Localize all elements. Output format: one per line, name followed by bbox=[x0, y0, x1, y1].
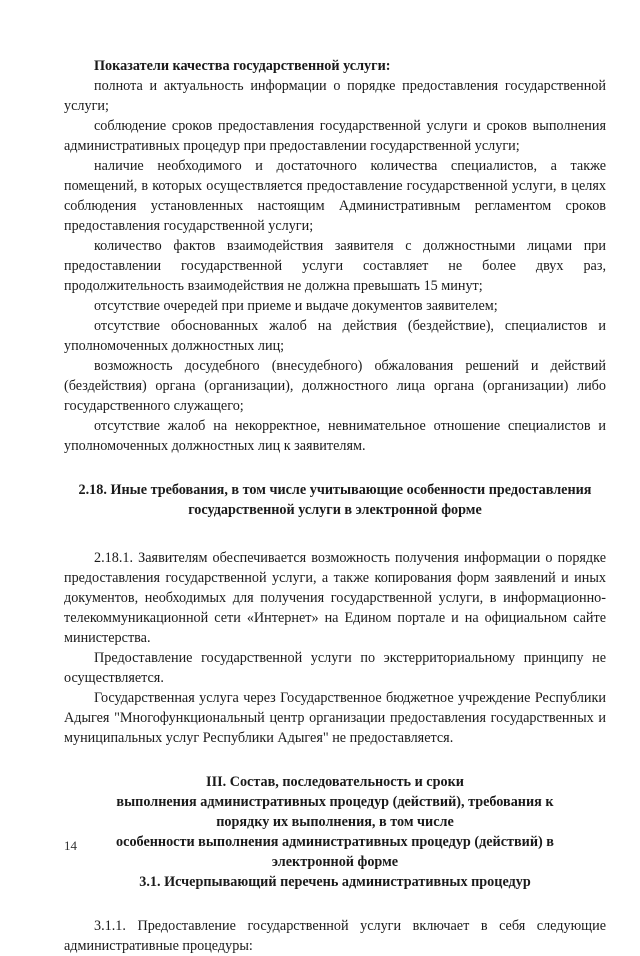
quality-item: отсутствие очередей при приеме и выдаче документов заявителем; bbox=[94, 298, 498, 314]
section-3-title-line: особенности выполнения административных процедур (действий) в bbox=[116, 834, 554, 850]
section-3-1-1-paragraph: 3.1.1. Предоставление государственной услуги включает в себя следующие административные процедуры: bbox=[64, 918, 606, 954]
section-2-18-paragraph: Предоставление государственной услуги по экстерриториальному принципу не осуществляется. bbox=[64, 650, 606, 686]
quality-item: наличие необходимого и достаточного количества специалистов, а также помещений, в которых осуществляется предоставление государственной услуги, в целях соблюдения установленных настоящим Административным регламентом сроков предоставления государственной услуги; bbox=[64, 158, 606, 234]
section-2-18-paragraph: 2.18.1. Заявителям обеспечивается возможность получения информации о порядке предоставления государственной услуги, а также копирования форм заявлений и иных документов, необходимых для получения государственной услуги, в информационно-телекоммуникационной сети «Интернет» на Едином портале и на официальном сайте министерства. bbox=[64, 550, 606, 646]
quality-item: возможность досудебного (внесудебного) обжалования решений и действий (бездействия) органа (организации), должностного лица органа (организации) либо государственного служащего; bbox=[64, 358, 606, 414]
quality-item: полнота и актуальность информации о порядке предоставления государственной услуги; bbox=[64, 78, 606, 114]
document-body bbox=[64, 56, 606, 956]
section-2-18-paragraph: Государственная услуга через Государственное бюджетное учреждение Республики Адыгея "Многофункциональный центр организации предоставления государственных и муниципальных услуг Республики Адыгея" не предоставляется. bbox=[64, 690, 606, 746]
page-number: 14 bbox=[64, 838, 77, 853]
quality-item: отсутствие жалоб на некорректное, невнимательное отношение специалистов и уполномоченных должностных лиц к заявителям. bbox=[64, 418, 606, 454]
section-3-title-line: выполнения административных процедур (действий), требования к bbox=[116, 794, 554, 810]
section-3-title-line: III. Состав, последовательность и сроки bbox=[206, 774, 464, 790]
section-3-title-line: порядку их выполнения, в том числе bbox=[216, 814, 454, 830]
quality-item: отсутствие обоснованных жалоб на действия (бездействие), специалистов и уполномоченных должностных лиц; bbox=[64, 318, 606, 354]
section-2-18-title bbox=[64, 480, 606, 520]
section-2-18-title-line: государственной услуги в электронной форме bbox=[188, 502, 482, 518]
section-3-title bbox=[64, 772, 606, 892]
quality-item: количество фактов взаимодействия заявителя с должностными лицами при предоставлении государственной услуги составляет не более двух раз, продолжительность взаимодействия не должна превышать 15 минут; bbox=[64, 238, 606, 294]
section-3-1-title: 3.1. Исчерпывающий перечень административных процедур bbox=[139, 874, 531, 890]
quality-indicators-heading: Показатели качества государственной услуги: bbox=[94, 58, 391, 74]
section-3-title-line: электронной форме bbox=[271, 854, 399, 870]
section-2-18-title-line: 2.18. Иные требования, в том числе учитывающие особенности предоставления bbox=[78, 482, 592, 498]
quality-item: соблюдение сроков предоставления государственной услуги и сроков выполнения административных процедур при предоставлении государственной услуги; bbox=[64, 118, 606, 154]
